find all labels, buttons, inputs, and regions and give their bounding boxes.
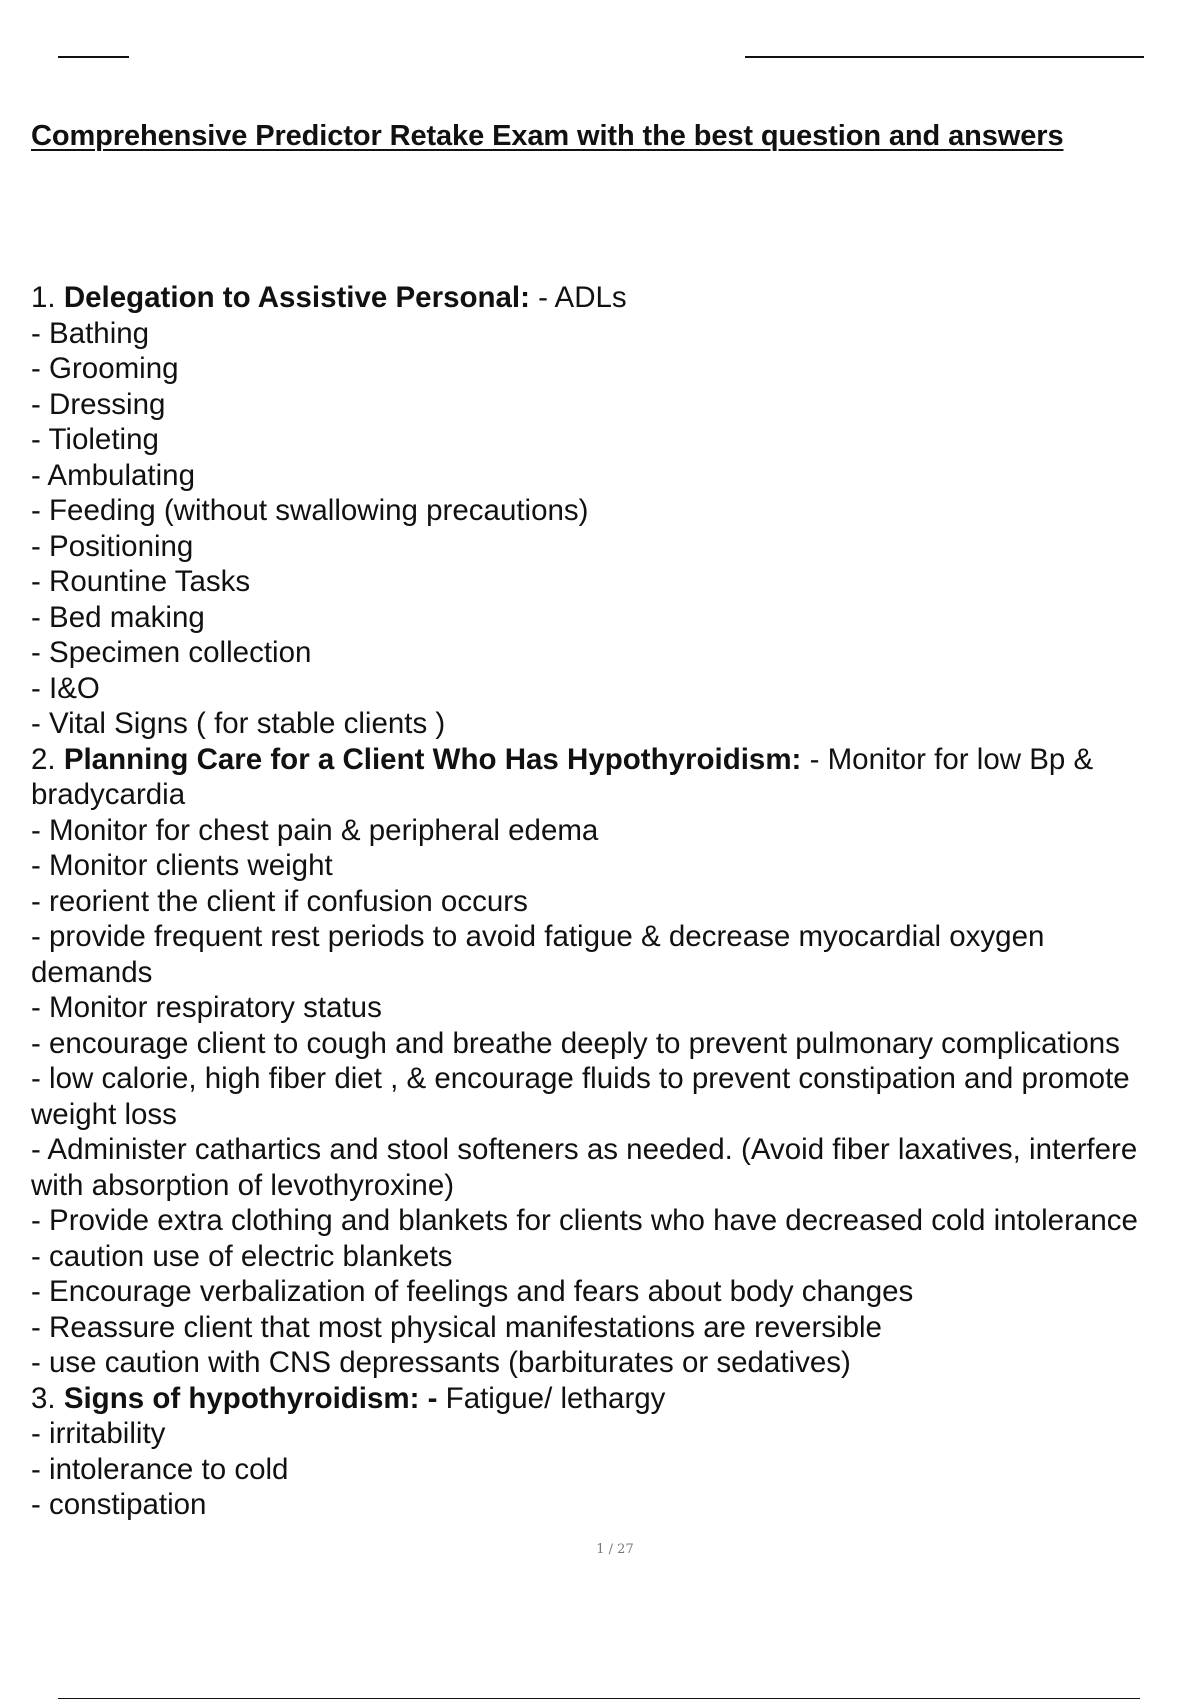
- list-item: - Rountine Tasks: [31, 565, 251, 598]
- list-item: - Dressing: [31, 387, 166, 421]
- list-item: - reorient the client if confusion occurs: [31, 884, 528, 918]
- list-item: - low calorie, high fiber diet , & encourage fluids to prevent constipation and promote: [31, 1062, 1130, 1095]
- document-body: [31, 280, 1200, 1523]
- list-item: - Vital Signs ( for stable clients ): [31, 707, 446, 740]
- list-item: - Positioning: [31, 529, 194, 563]
- item-heading-1: 1. Delegation to Assistive Personal: - ADLs: [31, 281, 627, 314]
- footer-rule: [58, 1698, 1140, 1699]
- list-item: - Grooming: [31, 352, 179, 385]
- list-item: - Monitor for chest pain & peripheral edema: [31, 813, 599, 847]
- page-number: 1 / 27: [596, 1542, 634, 1557]
- list-item: - Ambulating: [31, 458, 195, 492]
- list-item: - irritability: [31, 1417, 166, 1450]
- document-title: Comprehensive Predictor Retake Exam with the best question and answers: [31, 120, 1064, 152]
- list-item: with absorption of levothyroxine): [31, 1168, 455, 1202]
- list-item: - Feeding (without swallowing precautions): [31, 494, 589, 527]
- header-rule-right: [745, 56, 1144, 58]
- list-item: - Bathing: [31, 316, 150, 350]
- list-item: - use caution with CNS depressants (barbiturates or sedatives): [31, 1346, 851, 1379]
- list-item: bradycardia: [31, 778, 186, 811]
- list-item: - Tioleting: [31, 423, 159, 456]
- item-heading-2: 2. Planning Care for a Client Who Has Hypothyroidism: - Monitor for low Bp &: [31, 742, 1094, 776]
- list-item: - Provide extra clothing and blankets for clients who have decreased cold intolerance: [31, 1204, 1138, 1237]
- list-item: - constipation: [31, 1488, 207, 1521]
- list-item: - caution use of electric blankets: [31, 1239, 453, 1273]
- list-item: demands: [31, 955, 153, 989]
- list-item: weight loss: [31, 1097, 177, 1131]
- list-item: - encourage client to cough and breathe deeply to prevent pulmonary complications: [31, 1026, 1120, 1060]
- list-item: - Reassure client that most physical manifestations are reversible: [31, 1310, 882, 1344]
- header-rule-left: [58, 56, 129, 58]
- list-item: - Monitor clients weight: [31, 849, 333, 882]
- list-item: - I&O: [31, 671, 100, 705]
- list-item: - Encourage verbalization of feelings and fears about body changes: [31, 1275, 914, 1308]
- item-heading-3: 3. Signs of hypothyroidism: - Fatigue/ lethargy: [31, 1381, 666, 1415]
- list-item: - provide frequent rest periods to avoid fatigue & decrease myocardial oxygen: [31, 920, 1045, 953]
- list-item: - Administer cathartics and stool softeners as needed. (Avoid fiber laxatives, interfere: [31, 1133, 1138, 1166]
- list-item: - Specimen collection: [31, 636, 312, 669]
- list-item: - Bed making: [31, 600, 205, 634]
- list-item: - Monitor respiratory status: [31, 991, 382, 1024]
- list-item: - intolerance to cold: [31, 1452, 289, 1486]
